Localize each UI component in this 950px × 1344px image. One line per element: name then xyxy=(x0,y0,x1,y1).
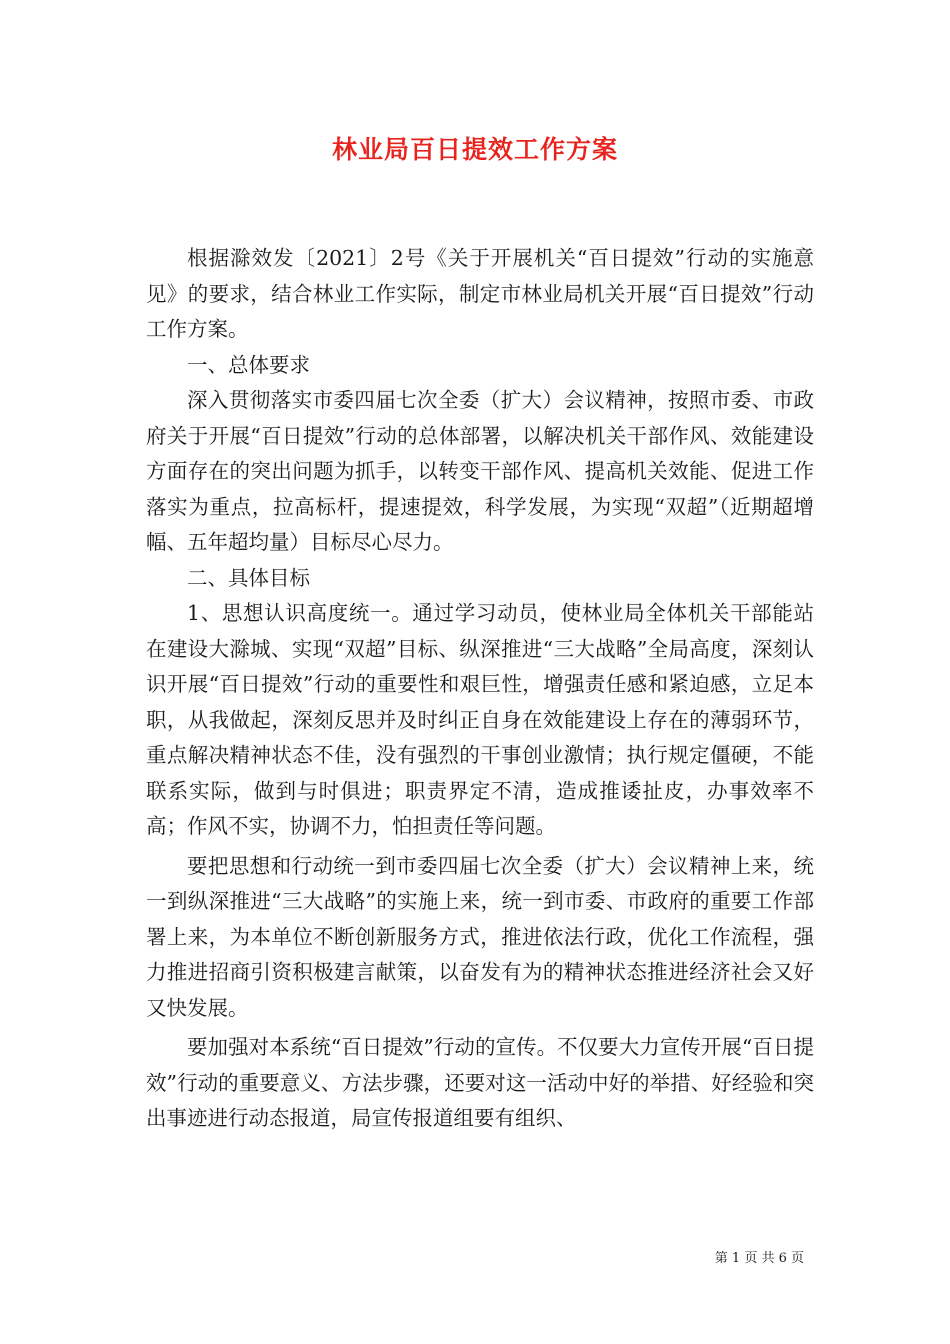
section-heading-general-requirements: 一、总体要求 xyxy=(187,352,310,377)
paragraph-intro: 根据滁效发〔2021〕2号《关于开展机关“百日提效”行动的实施意见》的要求，结合林业工作实际，制定市林业局机关开展“百日提效”行动工作方案。 xyxy=(146,246,814,341)
document-body xyxy=(146,241,814,1137)
section-heading-specific-goals: 二、具体目标 xyxy=(187,565,310,590)
paragraph-unify-thinking: 要把思想和行动统一到市委四届七次全委（扩大）会议精神上来，统一到纵深推进“三大战略”的实施上来，统一到市委、市政府的重要工作部署上来，为本单位不断创新服务方式，推进依法行政，优化工作流程，强力推进招商引资积极建言献策，以奋发有为的精神状态推进经济社会又好又快发展。 xyxy=(146,853,814,1020)
paragraph-general-requirements: 深入贯彻落实市委四届七次全委（扩大）会议精神，按照市委、市政府关于开展“百日提效”行动的总体部署，以解决机关干部作风、效能建设方面存在的突出问题为抓手，以转变干部作风、提高机关效能、促进工作落实为重点，拉高标杆，提速提效，科学发展，为实现“双超”（近期超增幅、五年超均量）目标尽心尽力。 xyxy=(146,388,814,554)
paragraph-publicity: 要加强对本系统“百日提效”行动的宣传。不仅要大力宣传开展“百日提效”行动的重要意义、方法步骤，还要对这一活动中好的举措、好经验和突出事迹进行动态报道，局宣传报道组要有组织、 xyxy=(146,1035,814,1130)
page-number-footer: 第 1 页 共 6 页 xyxy=(714,1251,804,1266)
document-title: 林业局百日提效工作方案 xyxy=(331,135,618,164)
paragraph-goal-1: 1、思想认识高度统一。通过学习动员，使林业局全体机关干部能站在建设大滁城、实现“双超”目标、纵深推进“三大战略”全局高度，深刻认识开展“百日提效”行动的重要性和艰巨性，增强责任感和紧迫感，立足本职，从我做起，深刻反思并及时纠正自身在效能建设上存在的薄弱环节，重点解决精神状态不佳，没有强烈的干事创业激情；执行规定僵硬，不能联系实际，做到与时俱进；职责界定不清，造成推诿扯皮，办事效率不高；作风不实，协调不力，怕担责任等问题。 xyxy=(146,601,814,838)
